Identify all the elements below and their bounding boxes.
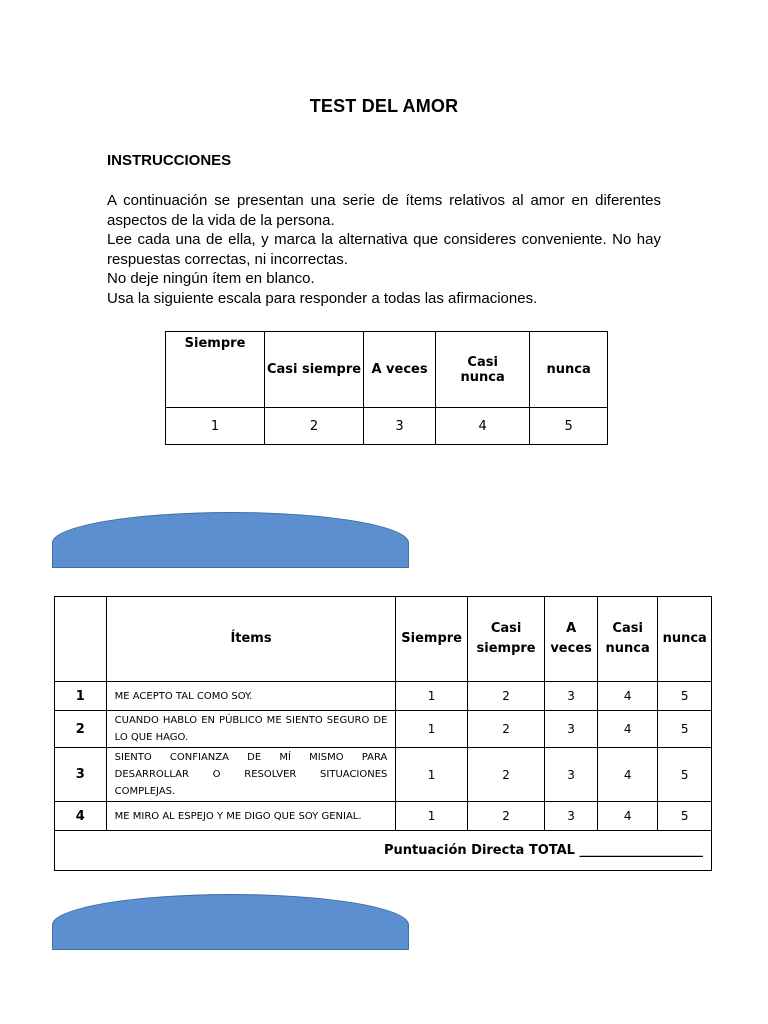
item-number: 2 [55,711,107,748]
header-siempre: Siempre [396,597,467,682]
scale-header-nunca: nunca [530,332,608,408]
scale-header-casi-nunca: Casi nunca [436,332,530,408]
scale-header-siempre: Siempre [166,332,265,408]
item-text: ME ACEPTO TAL COMO SOY. [106,682,396,711]
option-a-veces[interactable]: 3 [545,711,598,748]
page-title: TEST DEL AMOR [309,96,459,116]
option-nunca[interactable]: 5 [658,682,712,711]
decorative-banner-bottom [52,894,409,950]
option-casi-siempre[interactable]: 2 [467,711,544,748]
header-casi-nunca: Casi nunca [597,597,657,682]
option-casi-siempre[interactable]: 2 [467,748,544,802]
header-number [55,597,107,682]
option-a-veces[interactable]: 3 [545,682,598,711]
decorative-banner-top [52,512,409,568]
scale-table [165,331,608,445]
header-casi-siempre: Casi siempre [467,597,544,682]
header-items: Ítems [106,597,396,682]
instructions-text [107,191,661,308]
instruction-paragraph: Usa la siguiente escala para responder a todas las afirmaciones. [107,289,538,307]
items-table [54,596,712,871]
item-text: SIENTO CONFIANZA DE MÍ MISMO PARA DESARROLLAR O RESOLVER SITUACIONES COMPLEJAS. [106,748,396,802]
option-nunca[interactable]: 5 [658,802,712,831]
option-siempre[interactable]: 1 [396,682,467,711]
instruction-paragraph: Lee cada una de ella, y marca la alternativa que consideres conveniente. No hay respuestas correctas, ni incorrectas. [107,231,661,268]
option-siempre[interactable]: 1 [396,802,467,831]
item-number: 4 [55,802,107,831]
option-casi-siempre[interactable]: 2 [467,802,544,831]
total-score-field[interactable]: Puntuación Directa TOTAL ___________________ [55,831,712,871]
table-row [55,802,712,831]
header-a-veces: A veces [545,597,598,682]
option-casi-nunca[interactable]: 4 [597,682,657,711]
item-number: 3 [55,748,107,802]
item-text: CUANDO HABLO EN PÚBLICO ME SIENTO SEGURO DE LO QUE HAGO. [106,711,396,748]
scale-header-row [166,332,608,408]
scale-value: 3 [363,408,435,445]
scale-value: 1 [166,408,265,445]
instruction-paragraph: No deje ningún ítem en blanco. [107,270,315,287]
table-row [55,682,712,711]
instruction-paragraph: A continuación se presentan una serie de ítems relativos al amor en diferentes aspectos de la vida de la persona. [107,192,661,229]
total-row [55,831,712,871]
scale-header-casi-siempre: Casi siempre [265,332,364,408]
item-text: ME MIRO AL ESPEJO Y ME DIGO QUE SOY GENIAL. [106,802,396,831]
instructions-heading: INSTRUCCIONES [107,152,232,169]
scale-values-row [166,408,608,445]
header-nunca: nunca [658,597,712,682]
scale-header-a-veces: A veces [363,332,435,408]
items-header-row [55,597,712,682]
item-number: 1 [55,682,107,711]
option-casi-nunca[interactable]: 4 [597,802,657,831]
option-siempre[interactable]: 1 [396,711,467,748]
table-row [55,748,712,802]
option-siempre[interactable]: 1 [396,748,467,802]
scale-value: 5 [530,408,608,445]
option-a-veces[interactable]: 3 [545,802,598,831]
option-nunca[interactable]: 5 [658,748,712,802]
option-casi-nunca[interactable]: 4 [597,711,657,748]
option-a-veces[interactable]: 3 [545,748,598,802]
scale-value: 2 [265,408,364,445]
option-casi-nunca[interactable]: 4 [597,748,657,802]
option-casi-siempre[interactable]: 2 [467,682,544,711]
option-nunca[interactable]: 5 [658,711,712,748]
table-row [55,711,712,748]
scale-value: 4 [436,408,530,445]
